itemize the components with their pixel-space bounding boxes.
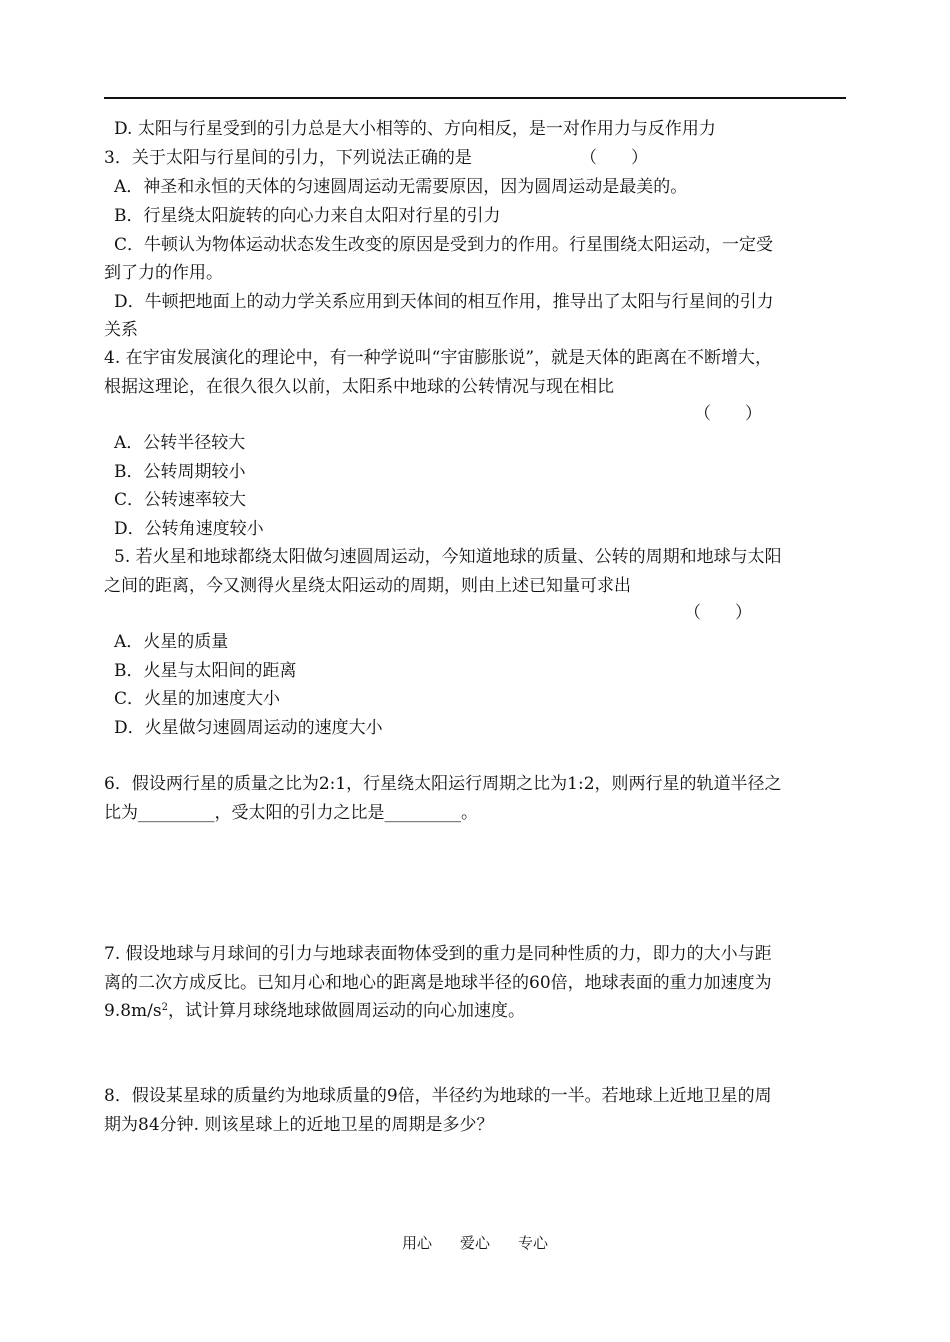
- q5-option-a: A．火星的质量: [114, 632, 229, 652]
- q4-option-b: B．公转周期较小: [114, 462, 246, 482]
- q7-stem-cont2: [104, 1000, 525, 1022]
- q7-exponent: 2: [161, 1002, 168, 1013]
- q8-stem: 8．假设某星球的质量约为地球质量的9倍，半径约为地球的一半。若地球上近地卫星的周: [104, 1086, 772, 1106]
- q4-option-c: C．公转速率较大: [114, 490, 247, 510]
- q3-option-d-cont: 关系: [104, 320, 138, 340]
- q2-option-d: D. 太阳与行星受到的引力总是大小相等的、方向相反，是一对作用力与反作用力: [114, 119, 716, 139]
- q5-option-b: B．火星与太阳间的距离: [114, 661, 297, 681]
- q7-stem: 7. 假设地球与月球间的引力与地球表面物体受到的重力是同种性质的力，即力的大小与距: [104, 944, 772, 964]
- q4-stem-cont: 根据这理论，在很久很久以前，太阳系中地球的公转情况与现在相比: [104, 377, 614, 397]
- q4-option-d: D．公转角速度较小: [114, 519, 264, 539]
- q5-option-d: D．火星做匀速圆周运动的速度大小: [114, 718, 383, 738]
- q3-option-b: B．行星绕太阳旋转的向心力来自太阳对行星的引力: [114, 206, 501, 226]
- q5-option-c: C．火星的加速度大小: [114, 689, 281, 709]
- q3-option-c-cont: 到了力的作用。: [104, 263, 223, 283]
- q6-stem-cont: 比为_________，受太阳的引力之比是_________。: [104, 803, 478, 823]
- q4-stem: 4. 在宇宙发展演化的理论中，有一种学说叫“宇宙膨胀说”，就是天体的距离在不断增大，: [104, 348, 773, 368]
- q4-answer-paren: （ ）: [694, 404, 762, 424]
- q3-option-d: D．牛顿把地面上的动力学关系应用到天体间的相互作用，推导出了太阳与行星间的引力: [114, 292, 774, 312]
- q7-value: 9.8m/s: [104, 1001, 162, 1021]
- footer-word-2: 爱心: [459, 1234, 490, 1252]
- q3-stem: 3．关于太阳与行星间的引力，下列说法正确的是: [104, 148, 472, 168]
- q3-option-a: A．神圣和永恒的天体的匀速圆周运动无需要原因，因为圆周运动是最美的。: [114, 177, 688, 197]
- q4-option-a: A．公转半径较大: [114, 433, 246, 453]
- q7-text: ，试计算月球绕地球做圆周运动的向心加速度。: [167, 1001, 525, 1021]
- q3-option-c: C．牛顿认为物体运动状态发生改变的原因是受到力的作用。行星围绕太阳运动，一定受: [114, 235, 774, 255]
- q3-answer-paren: （ ）: [580, 148, 648, 168]
- q5-stem: 5. 若火星和地球都绕太阳做匀速圆周运动，今知道地球的质量、公转的周期和地球与太阳: [114, 547, 782, 567]
- q5-answer-paren: （ ）: [684, 603, 752, 623]
- q7-stem-cont: 离的二次方成反比。已知月心和地心的距离是地球半径的60倍，地球表面的重力加速度为: [104, 973, 772, 993]
- q8-stem-cont: 期为84分钟. 则该星球上的近地卫星的周期是多少？: [104, 1115, 494, 1135]
- header-rule: [104, 97, 846, 99]
- page-footer: [0, 1233, 950, 1253]
- q6-stem: 6．假设两行星的质量之比为2:1，行星绕太阳运行周期之比为1:2，则两行星的轨道半径之: [104, 774, 782, 794]
- q5-stem-cont: 之间的距离，今又测得火星绕太阳运动的周期，则由上述已知量可求出: [104, 576, 631, 596]
- footer-word-3: 专心: [518, 1234, 549, 1252]
- footer-word-1: 用心: [401, 1234, 432, 1252]
